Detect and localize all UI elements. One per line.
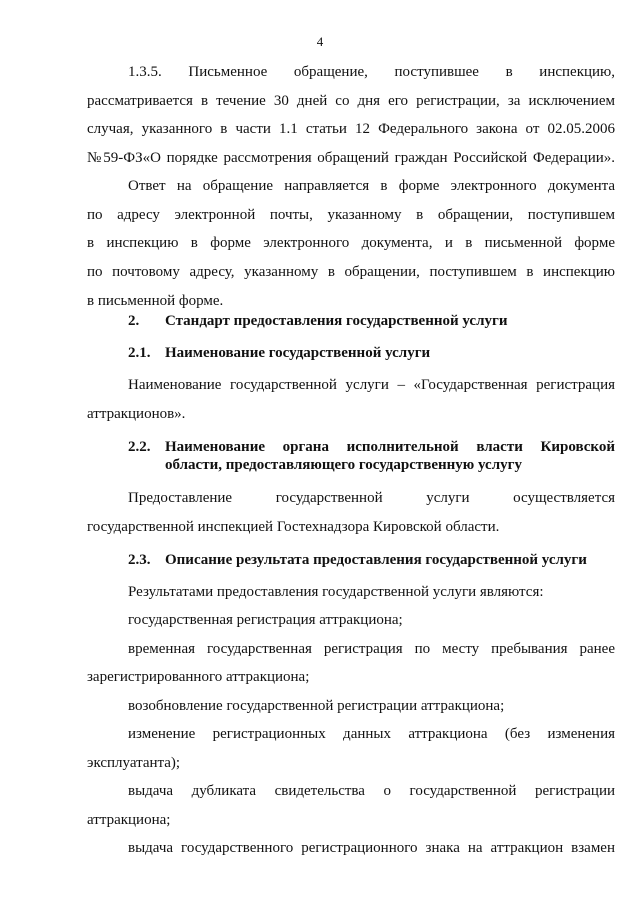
para-23-line-5: возобновление государственной регистрации аттракциона; [128, 698, 505, 714]
page-number: 4 [316, 34, 324, 49]
section-2-number: 2. [128, 313, 140, 329]
para-21-line-1: Наименование государственной услуги – «Государственная регистрация [128, 377, 615, 393]
para-23-line-3: временная государственная регистрация по месту пребывания ранее [128, 641, 615, 657]
para-23-line-10: выдача государственного регистрационного знака на аттракцион взамен [128, 840, 615, 856]
para-135-line-2: рассматривается в течение 30 дней со дня его регистрации, за исключением [87, 93, 615, 109]
para-23-line-4: зарегистрированного аттракциона; [87, 669, 310, 685]
para-23-line-6: изменение регистрационных данных аттракциона (без изменения [128, 726, 615, 742]
para-answer-line-5: в письменной форме. [87, 293, 224, 309]
section-21-number: 2.1. [128, 345, 151, 361]
section-22-number: 2.2. [128, 439, 151, 455]
para-23-line-2: государственная регистрация аттракциона; [128, 612, 403, 628]
para-135-line-3: случая, указанного в части 1.1 статьи 12 Федерального закона от 02.05.2006 [87, 121, 615, 137]
para-22-line-2: государственной инспекцией Гостехнадзора Кировской области. [87, 519, 500, 535]
para-answer-line-2: по адресу электронной почты, указанному в обращении, поступившем [87, 207, 615, 223]
para-135-line-4: №59-ФЗ«О порядке рассмотрения обращений граждан Российской Федерации». [87, 150, 615, 166]
section-22-title-line-1: Наименование органа исполнительной власти Кировской [165, 439, 615, 455]
para-22-line-1: Предоставление государственной услуги осуществляется [128, 490, 615, 506]
section-23-title: Описание результата предоставления государственной услуги [165, 552, 587, 568]
para-answer-line-4: по почтовому адресу, указанному в обращении, поступившем в инспекцию [87, 264, 615, 280]
section-23-number: 2.3. [128, 552, 151, 568]
para-21-line-2: аттракционов». [87, 406, 186, 422]
para-23-line-9: аттракциона; [87, 812, 171, 828]
para-23-line-8: выдача дубликата свидетельства о государственной регистрации [128, 783, 615, 799]
section-22-title-line-2: области, предоставляющего государственную услугу [165, 457, 522, 473]
para-135-line-1: 1.3.5. Письменное обращение, поступившее в инспекцию, [128, 64, 615, 80]
para-answer-line-1: Ответ на обращение направляется в форме электронного документа [128, 178, 615, 194]
para-23-line-7: эксплуатанта); [87, 755, 181, 771]
para-answer-line-3: в инспекцию в форме электронного документа, и в письменной форме [87, 235, 615, 251]
para-23-line-1: Результатами предоставления государственной услуги являются: [128, 584, 544, 600]
section-21-title: Наименование государственной услуги [165, 345, 431, 361]
section-2-title: Стандарт предоставления государственной услуги [165, 313, 508, 329]
